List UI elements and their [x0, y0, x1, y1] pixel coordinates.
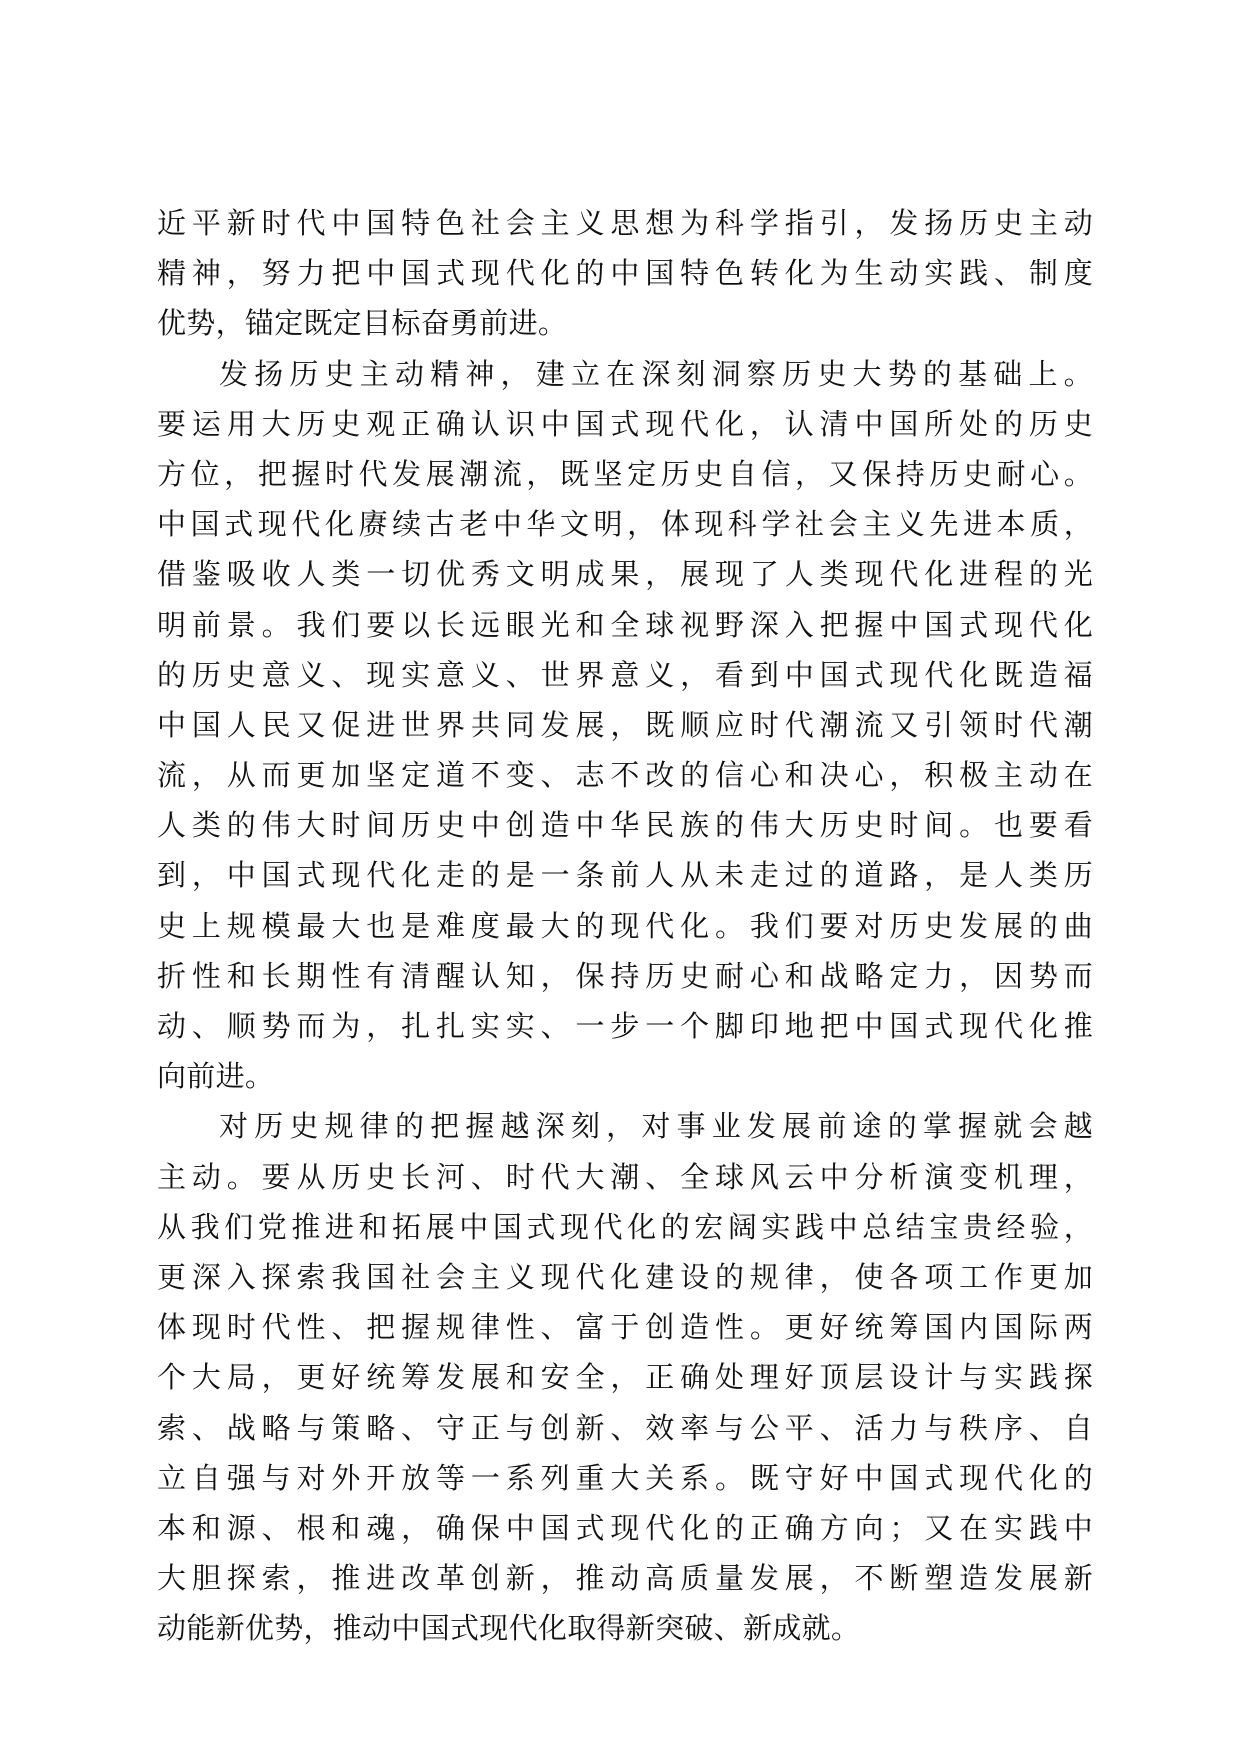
- text-line: 从我们党推进和拓展中国式现代化的宏阔实践中总结宝贵经验，: [157, 1209, 1093, 1244]
- text-line: 史上规模最大也是难度最大的现代化。我们要对历史发展的曲: [157, 908, 1093, 943]
- text-line: 索、战略与策略、守正与创新、效率与公平、活力与秩序、自: [157, 1410, 1093, 1445]
- text-line: 主动。要从历史长河、时代大潮、全球风云中分析演变机理，: [157, 1159, 1093, 1194]
- text-line: 个大局，更好统筹发展和安全，正确处理好顶层设计与实践探: [157, 1360, 1093, 1395]
- text-line: 对历史规律的把握越深刻，对事业发展前途的掌握就会越: [219, 1109, 1093, 1144]
- text-line: 向前进。: [157, 1059, 275, 1094]
- document-body: [157, 198, 1093, 1653]
- text-line: 近平新时代中国特色社会主义思想为科学指引，发扬历史主动: [157, 206, 1093, 240]
- text-line: 动能新优势，推动中国式现代化取得新突破、新成就。: [157, 1611, 861, 1646]
- text-line: 的历史意义、现实意义、世界意义，看到中国式现代化既造福: [157, 657, 1093, 692]
- text-line: 立自强与对外开放等一系列重大关系。既守好中国式现代化的: [157, 1460, 1093, 1495]
- text-line: 体现时代性、把握规律性、富于创造性。更好统筹国内国际两: [157, 1310, 1093, 1345]
- text-line: 流，从而更加坚定道不变、志不改的信心和决心，积极主动在: [157, 758, 1093, 793]
- text-line: 到，中国式现代化走的是一条前人从未走过的道路，是人类历: [157, 858, 1093, 893]
- text-line: 中国人民又促进世界共同发展，既顺应时代潮流又引领时代潮: [157, 707, 1093, 742]
- text-line: 人类的伟大时间历史中创造中华民族的伟大历史时间。也要看: [157, 808, 1093, 843]
- text-line: 优势，锚定既定目标奋勇前进。: [157, 306, 568, 341]
- text-line: 大胆探索，推进改革创新，推动高质量发展，不断塑造发展新: [157, 1561, 1093, 1596]
- text-line: 精神，努力把中国式现代化的中国特色转化为生动实践、制度: [157, 256, 1093, 291]
- text-line: 借鉴吸收人类一切优秀文明成果，展现了人类现代化进程的光: [157, 557, 1093, 592]
- paragraph-2: [157, 349, 1093, 1102]
- text-line: 本和源、根和魂，确保中国式现代化的正确方向；又在实践中: [157, 1510, 1093, 1545]
- text-line: 要运用大历史观正确认识中国式现代化，认清中国所处的历史: [157, 406, 1093, 441]
- paragraph-1: [157, 198, 1093, 349]
- paragraph-3: [157, 1101, 1093, 1653]
- text-line: 明前景。我们要以长远眼光和全球视野深入把握中国式现代化: [157, 607, 1093, 642]
- text-line: 动、顺势而为，扎扎实实、一步一个脚印地把中国式现代化推: [157, 1009, 1093, 1043]
- text-line: 中国式现代化赓续古老中华文明，体现科学社会主义先进本质，: [157, 507, 1093, 542]
- text-line: 发扬历史主动精神，建立在深刻洞察历史大势的基础上。: [219, 356, 1093, 391]
- text-line: 折性和长期性有清醒认知，保持历史耐心和战略定力，因势而: [157, 958, 1093, 993]
- text-line: 更深入探索我国社会主义现代化建设的规律，使各项工作更加: [157, 1259, 1093, 1294]
- text-line: 方位，把握时代发展潮流，既坚定历史自信，又保持历史耐心。: [157, 456, 1093, 491]
